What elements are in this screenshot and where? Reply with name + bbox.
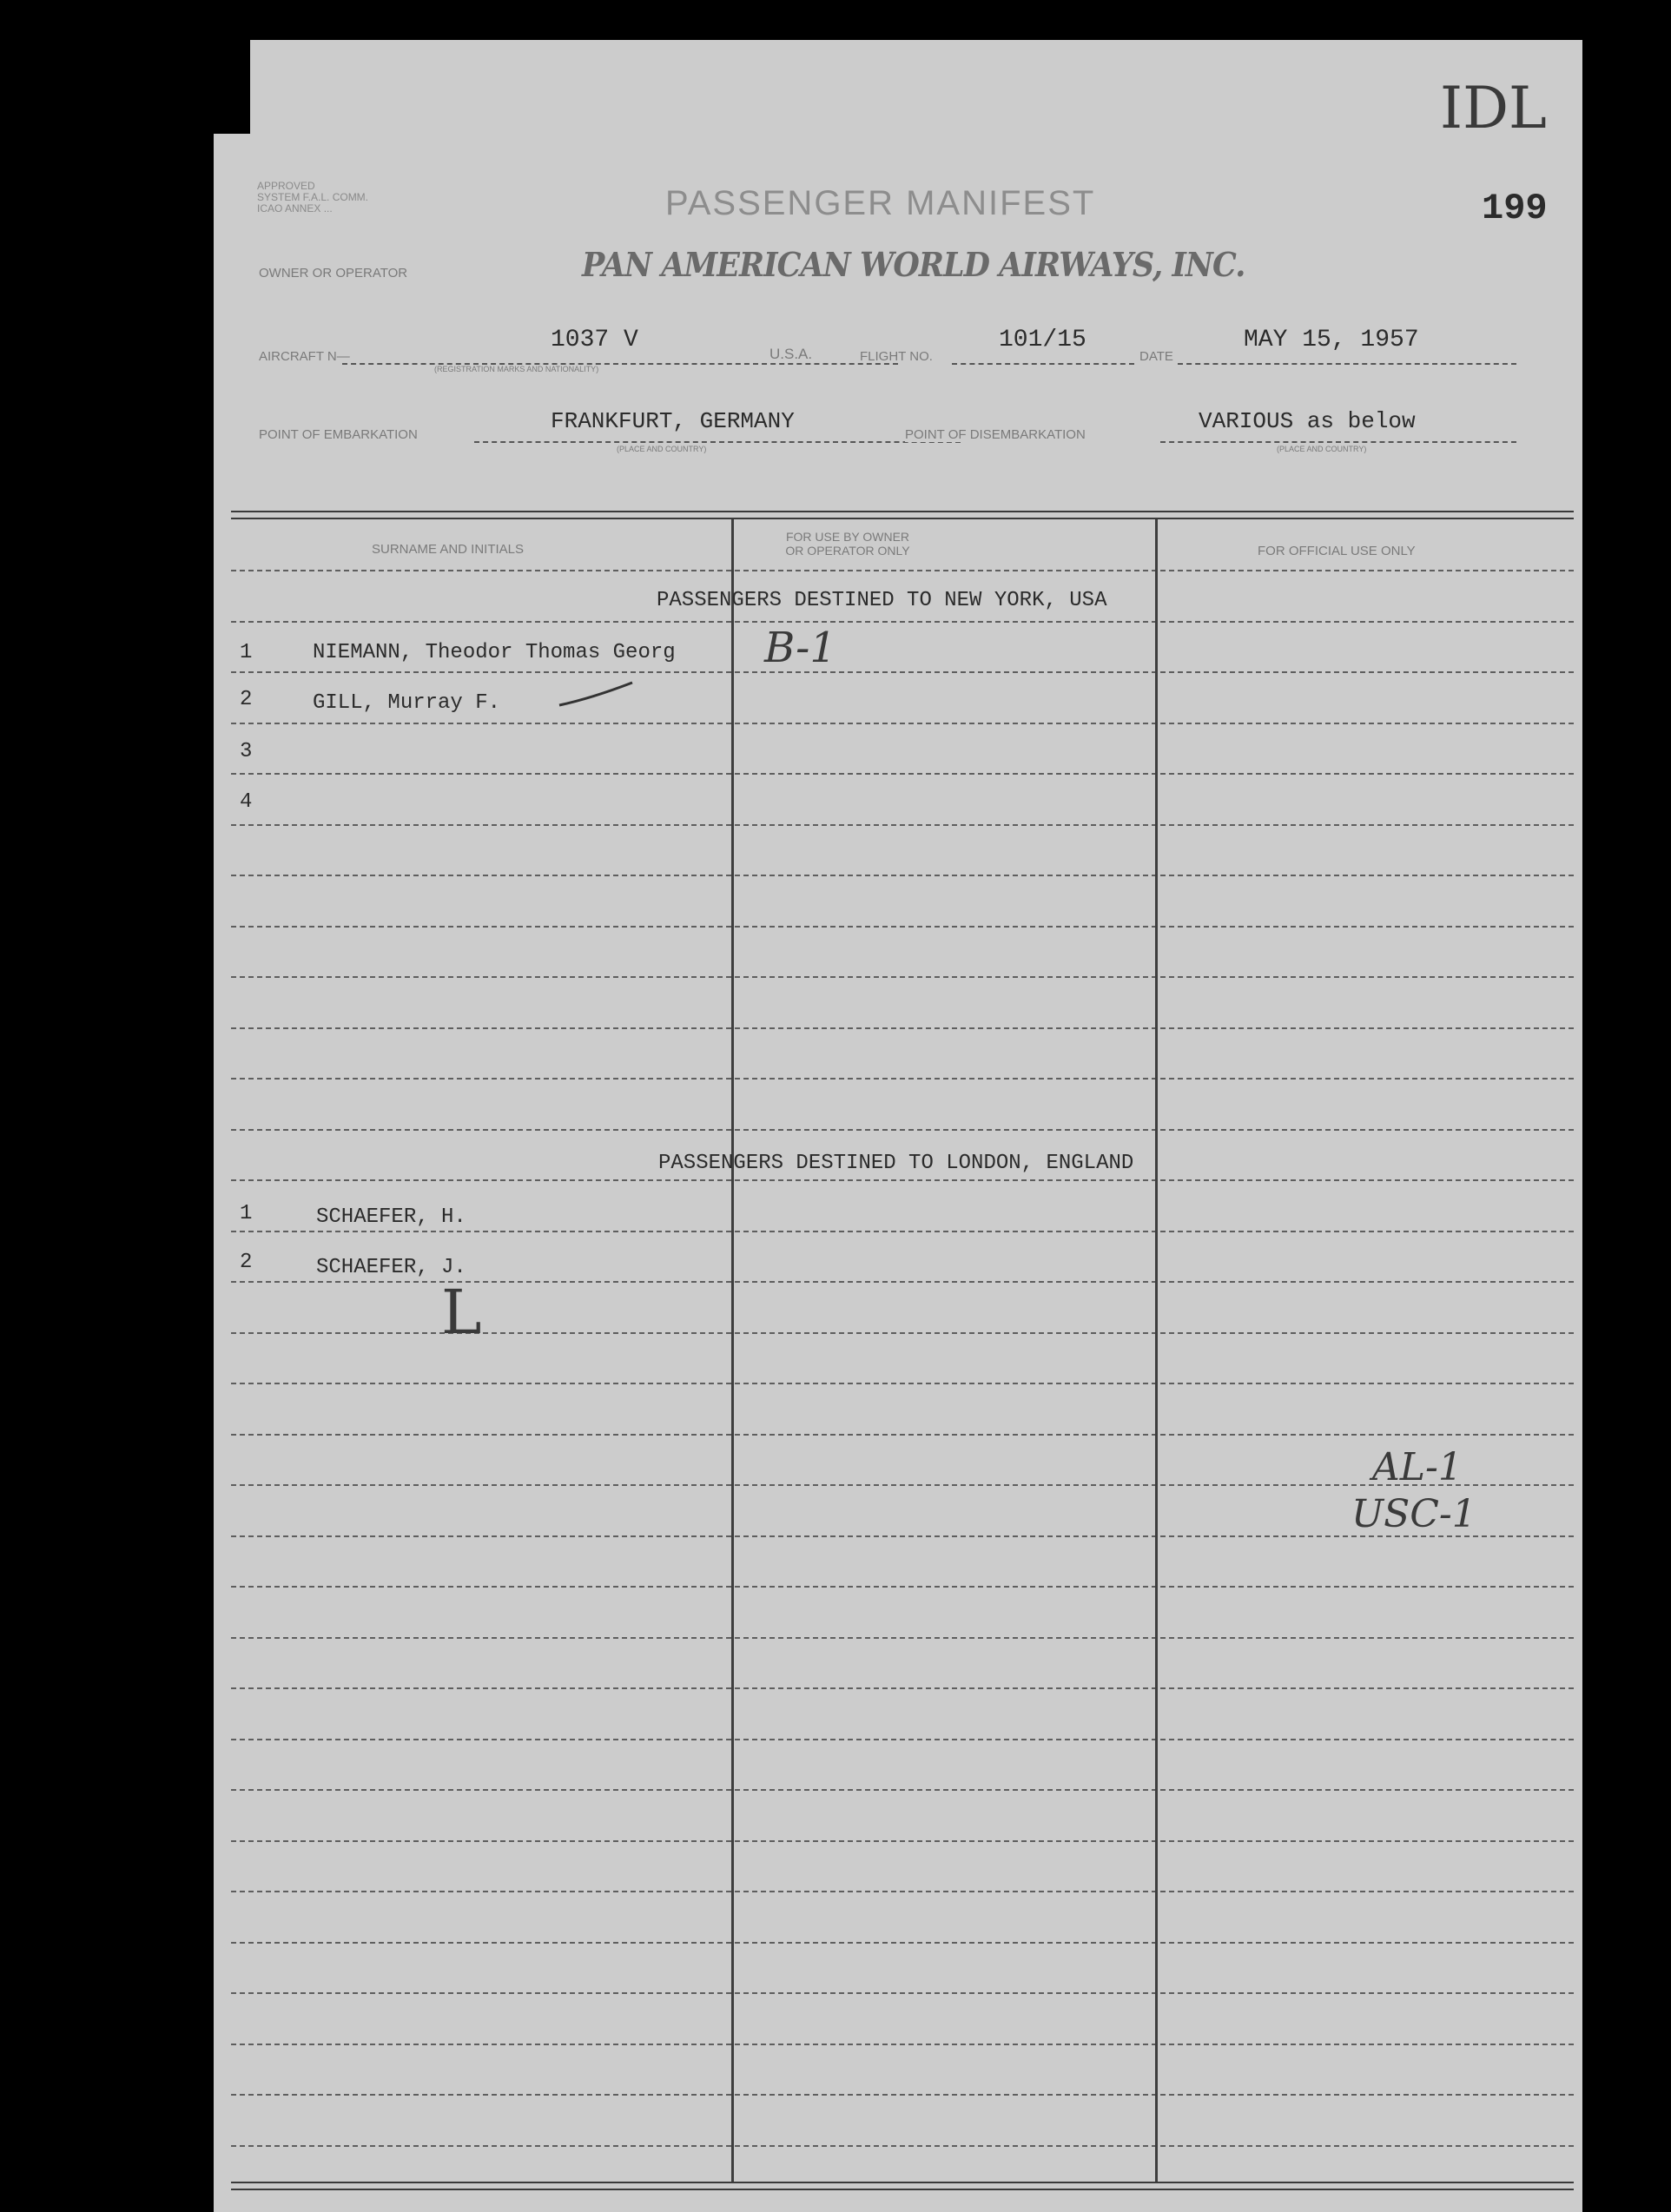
table-rule [231,1281,1574,1283]
table-rule [231,1129,1574,1131]
row-number: 2 [240,688,253,711]
table-rule [231,1739,1574,1740]
table-rule [231,976,1574,978]
annotation-line-1: AL-1 [1372,1445,1463,1489]
row-number: 4 [240,790,253,814]
table-rule [231,773,1574,775]
table-rule [231,1687,1574,1689]
table-rule [231,824,1574,826]
handwritten-mark: B-1 [764,624,836,672]
table-rule [231,1179,1574,1181]
column-header-surname: SURNAME AND INITIALS [372,542,525,557]
table-rule [231,1586,1574,1588]
table-rule [231,1637,1574,1639]
table-rule [231,1789,1574,1791]
date-value: MAY 15, 1957 [1244,327,1419,353]
disembark-underline [1160,441,1516,443]
flight-value: 101/15 [999,327,1086,353]
column-divider-2 [1155,519,1158,2182]
owner-value: PAN AMERICAN WORLD AIRWAYS, INC. [582,245,1245,284]
manifest-sheet [214,40,1582,2212]
flight-label: FLIGHT NO. [860,349,933,364]
embark-label: POINT OF EMBARKATION [259,427,418,442]
section-heading-new-york: PASSENGERS DESTINED TO NEW YORK, USA [657,589,1107,612]
passenger-name: SCHAEFER, H. [316,1205,466,1229]
table-rule [231,1383,1574,1384]
check-stroke [558,677,636,712]
approval-block [257,181,368,215]
table-rule [231,1027,1574,1029]
embark-underline [474,441,961,443]
table-rule [231,1942,1574,1944]
passenger-name: NIEMANN, Theodor Thomas Georg [313,641,676,664]
owner-use-line-2: OR OPERATOR ONLY [785,544,910,558]
corner-mark: IDL [1440,75,1547,142]
aircraft-sublabel: (REGISTRATION MARKS AND NATIONALITY) [434,365,599,373]
table-rule [231,1434,1574,1436]
section-heading-london: PASSENGERS DESTINED TO LONDON, ENGLAND [658,1152,1134,1175]
approval-line-3: ICAO ANNEX ... [257,202,333,215]
handwritten-mark: L [441,1277,482,1348]
annotation-line-2: USC-1 [1351,1492,1476,1536]
flight-underline [952,363,1134,365]
owner-label: OWNER OR OPERATOR [259,266,408,281]
table-top-rule-2 [231,518,1574,519]
aircraft-underline [342,363,898,365]
embark-sublabel: (PLACE AND COUNTRY) [617,445,707,453]
table-rule [231,2145,1574,2147]
column-header-owner-use [674,530,1021,558]
row-number: 2 [240,1251,253,1274]
row-number: 1 [240,1202,253,1225]
table-rule [231,723,1574,724]
table-rule [231,875,1574,876]
aircraft-value: 1037 V [551,327,638,353]
table-rule [231,671,1574,673]
form-title: PASSENGER MANIFEST [665,184,1096,222]
aircraft-label: AIRCRAFT N— [259,349,350,364]
row-number: 3 [240,740,253,763]
page-number: 199 [1482,188,1548,229]
table-rule [231,1840,1574,1842]
table-top-rule-1 [231,511,1574,512]
table-rule [231,570,1574,571]
passenger-name: SCHAEFER, J. [316,1256,466,1279]
table-rule [231,2094,1574,2096]
table-rule [231,1078,1574,1080]
approval-line-2: SYSTEM F.A.L. COMM. [257,191,369,203]
owner-use-line-1: FOR USE BY OWNER [785,530,910,544]
passenger-name: GILL, Murray F. [313,691,501,715]
table-rule [231,1332,1574,1334]
sheet-corner-tear [214,40,250,134]
table-rule [231,1231,1574,1232]
column-header-official-use: FOR OFFICIAL USE ONLY [1258,544,1416,558]
table-rule [231,1992,1574,1994]
disembark-label: POINT OF DISEMBARKATION [905,427,1086,442]
table-rule [231,926,1574,928]
table-bottom-rule-1 [231,2182,1574,2183]
column-divider-1 [731,519,734,2182]
embark-value: FRANKFURT, GERMANY [551,408,795,434]
table-bottom-rule-2 [231,2189,1574,2190]
disembark-value: VARIOUS as below [1199,408,1416,434]
approval-line-1: APPROVED [257,180,315,192]
date-label: DATE [1139,349,1173,364]
row-number: 1 [240,641,253,664]
table-rule [231,621,1574,623]
disembark-sublabel: (PLACE AND COUNTRY) [1277,445,1367,453]
table-rule [231,1891,1574,1892]
table-rule [231,2044,1574,2045]
usa-label: U.S.A. [769,346,813,362]
date-underline [1178,363,1516,365]
